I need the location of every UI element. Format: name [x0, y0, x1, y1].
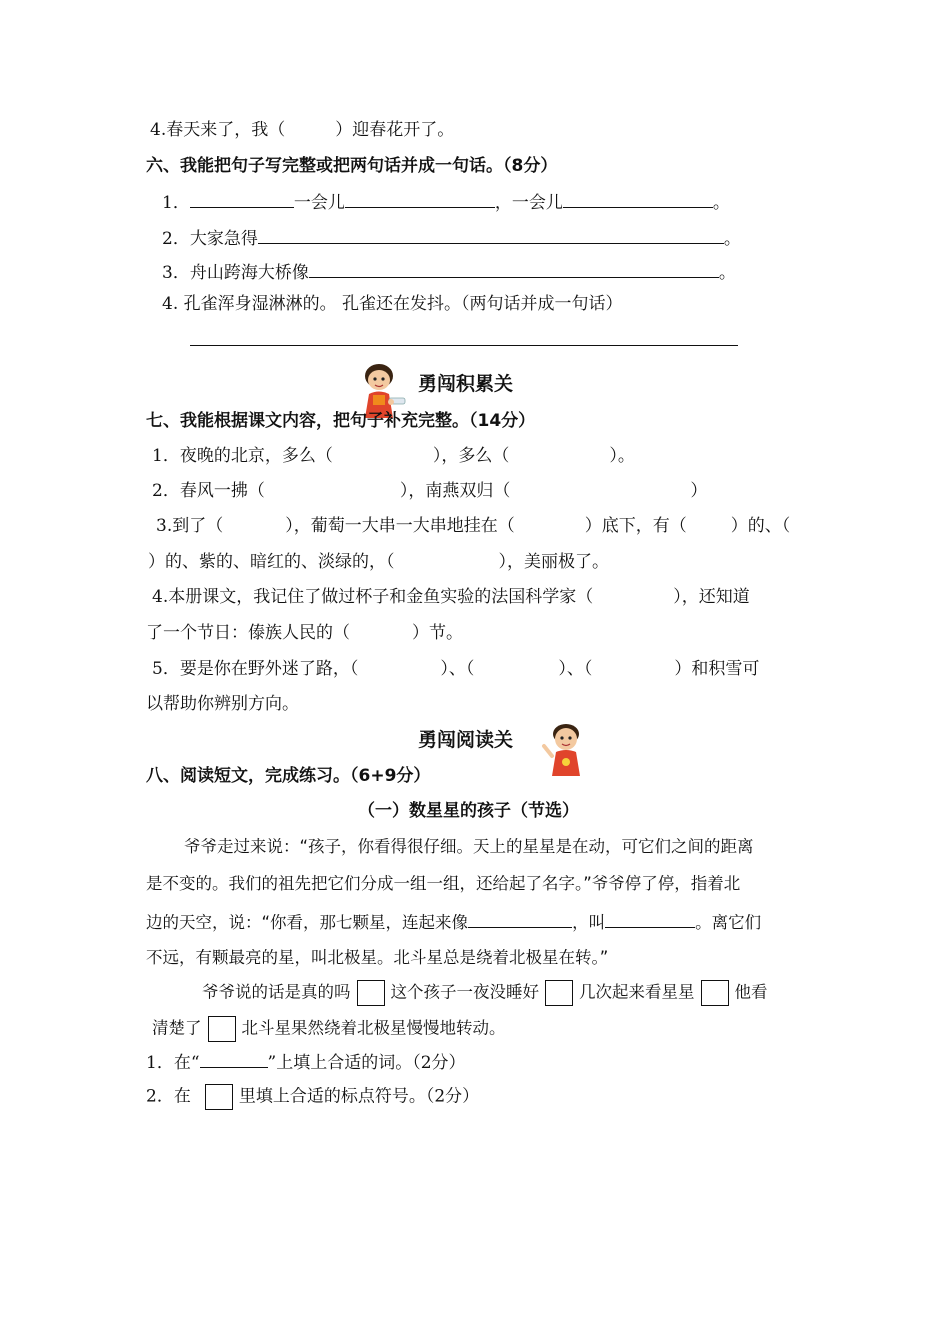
- s7-q4b: 了一个节日：傣族人民的（ ）节。: [146, 623, 463, 643]
- passage-line: 是不变的。我们的祖先把它们分成一组一组，还给起了名字。”爷爷停了停，指着北: [146, 874, 741, 893]
- passage-line: 边的天空，说：“你看，那七颗星，连起来像 ，叫 。离它们: [146, 909, 761, 935]
- s6-q4: 4. 孔雀浑身湿淋淋的。 孔雀还在发抖。（两句话并成一句话）: [162, 294, 623, 314]
- punctuation-box[interactable]: [701, 980, 729, 1006]
- blank[interactable]: [345, 189, 495, 208]
- punctuation-box: [205, 1084, 233, 1110]
- section-8-title: 八、阅读短文，完成练习。（6+9分）: [146, 766, 431, 786]
- s7-q5a: 5．要是你在野外迷了路，（ ）、（ ）、（ ）和积雪可: [152, 659, 760, 679]
- passage-line: 爷爷说的话是真的吗 这个孩子一夜没睡好 几次起来看星星 他看: [202, 980, 768, 1006]
- passage-line: 清楚了 北斗星果然绕着北极星慢慢地转动。: [152, 1016, 506, 1042]
- blank: [200, 1049, 268, 1068]
- s8-q1: 1．在“ ”上填上合适的词。（2分）: [146, 1049, 466, 1075]
- s7-q4a: 4.本册课文，我记住了做过杯子和金鱼实验的法国科学家（ ），还知道: [152, 587, 750, 607]
- punctuation-box[interactable]: [545, 980, 573, 1006]
- s7-q3b: ）的、紫的、暗红的、淡绿的，（ ），美丽极了。: [148, 552, 609, 572]
- section-7-title: 七、我能根据课文内容，把句子补充完整。（14分）: [146, 411, 536, 431]
- punctuation-box[interactable]: [208, 1016, 236, 1042]
- s7-q1: 1．夜晚的北京，多么（ ），多么（ ）。: [152, 446, 635, 466]
- s5-q4: 4.春天来了，我（ ）迎春花开了。: [150, 120, 455, 140]
- s6-q2: 2．大家急得 。: [162, 225, 741, 251]
- s8-q2: 2．在 里填上合适的标点符号。（2分）: [146, 1084, 479, 1110]
- blank[interactable]: [190, 189, 294, 208]
- blank[interactable]: [309, 259, 719, 278]
- heading-accumulation: 勇闯积累关: [418, 373, 514, 395]
- s6-q1: 1． 一会儿 ，一会儿 。: [162, 189, 730, 215]
- blank[interactable]: [258, 225, 724, 244]
- blank[interactable]: [605, 909, 695, 928]
- blank[interactable]: [468, 909, 572, 928]
- s7-q2: 2．春风一拂（ ），南燕双归（ ）: [152, 481, 708, 501]
- section-6-title: 六、我能把句子写完整或把两句话并成一句话。（8分）: [146, 156, 558, 176]
- s7-q5b: 以帮助你辨别方向。: [146, 694, 299, 714]
- s7-q3a: 3.到了（ ），葡萄一大串一大串地挂在（ ）底下，有（ ）的、（: [156, 516, 791, 536]
- passage-title: （一）数星星的孩子（节选）: [358, 801, 579, 821]
- passage-line: 不远，有颗最亮的星，叫北极星。北斗星总是绕着北极星在转。”: [146, 948, 609, 967]
- boy-avatar-icon: [540, 720, 592, 778]
- blank[interactable]: [563, 189, 713, 208]
- heading-reading: 勇闯阅读关: [418, 729, 514, 751]
- passage-line: 爷爷走过来说：“孩子，你看得很仔细。天上的星星是在动，可它们之间的距离: [184, 837, 754, 856]
- answer-line[interactable]: [190, 345, 738, 346]
- punctuation-box[interactable]: [357, 980, 385, 1006]
- s6-q3: 3．舟山跨海大桥像 。: [162, 259, 736, 285]
